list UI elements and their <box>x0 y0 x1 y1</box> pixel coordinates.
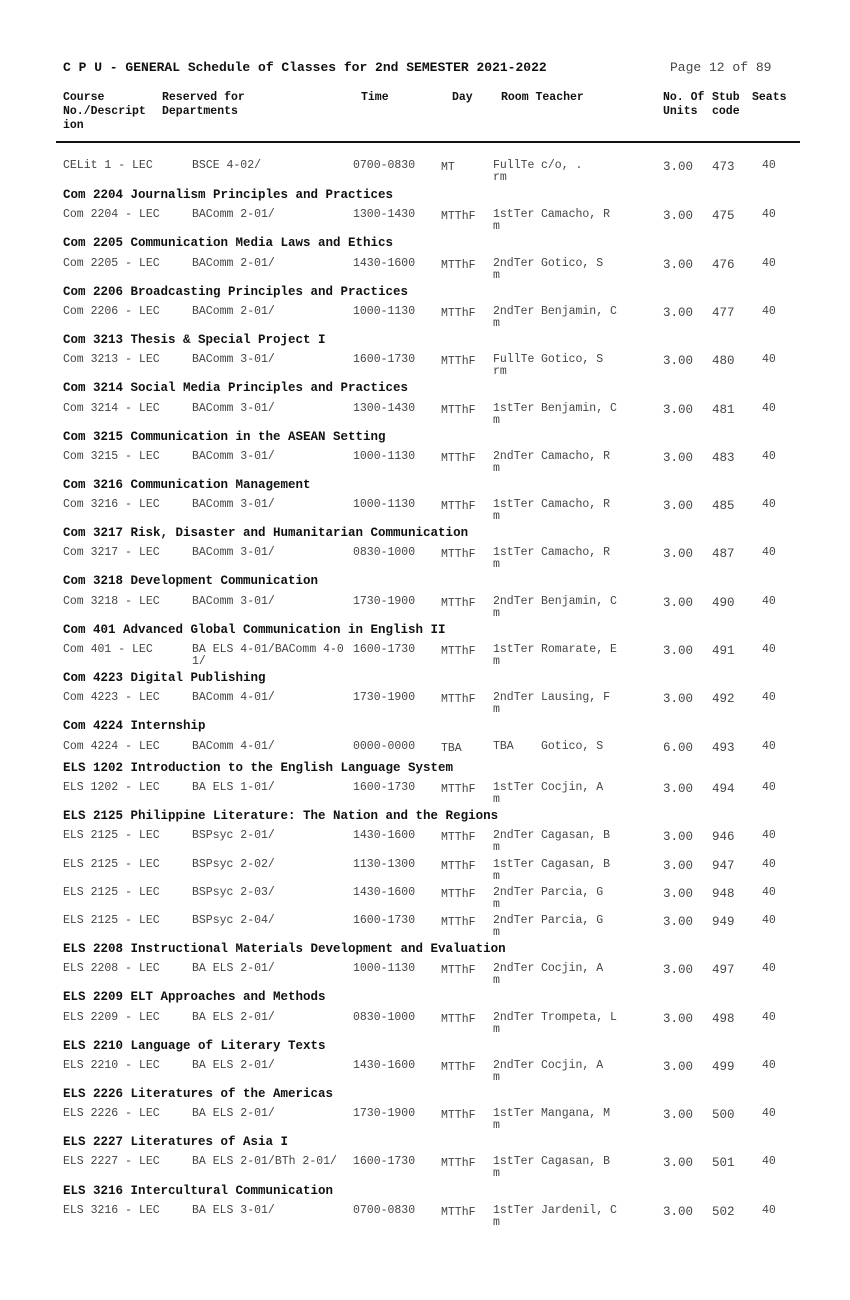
teacher-name: Camacho, R <box>541 450 611 463</box>
stub-code: 477 <box>712 306 735 320</box>
column-header-course: Course No./Descript ion <box>63 91 146 132</box>
course-code: Com 3214 - LEC <box>63 402 160 415</box>
units-value: 3.00 <box>663 644 694 658</box>
teacher-name: Cocjin, A <box>541 962 604 975</box>
column-header-room-teacher: Room Teacher <box>501 91 584 104</box>
seats-count: 40 <box>762 691 776 704</box>
course-code: Com 3215 - LEC <box>63 450 160 463</box>
class-time: 1600-1730 <box>353 353 416 366</box>
course-code: Com 4223 - LEC <box>63 691 160 704</box>
seats-count: 40 <box>762 886 776 899</box>
teacher-name: Gotico, S <box>541 257 604 270</box>
class-day: MTThF <box>441 548 476 561</box>
column-header-time: Time <box>361 91 389 104</box>
units-value: 3.00 <box>663 859 694 873</box>
units-value: 3.00 <box>663 403 694 417</box>
class-day: MTThF <box>441 355 476 368</box>
class-day: MTThF <box>441 693 476 706</box>
course-code: Com 2206 - LEC <box>63 305 160 318</box>
units-value: 3.00 <box>663 1060 694 1074</box>
class-day: MTThF <box>441 452 476 465</box>
course-code: ELS 2125 - LEC <box>63 914 160 927</box>
course-code: ELS 2209 - LEC <box>63 1011 160 1024</box>
class-time: 0700-0830 <box>353 159 416 172</box>
course-code: Com 3213 - LEC <box>63 353 160 366</box>
class-room: 2ndTerm <box>493 1011 535 1036</box>
units-value: 3.00 <box>663 782 694 796</box>
reserved-departments: BAComm 3-01/ <box>192 353 275 366</box>
course-title: ELS 2208 Instructional Materials Development and Evaluation <box>63 942 506 956</box>
course-title: ELS 2210 Language of Literary Texts <box>63 1039 326 1053</box>
course-code: Com 401 - LEC <box>63 643 153 656</box>
reserved-departments: BA ELS 3-01/ <box>192 1204 275 1217</box>
class-day: MT <box>441 161 455 174</box>
units-value: 3.00 <box>663 887 694 901</box>
course-title: Com 401 Advanced Global Communication in English II <box>63 623 446 637</box>
stub-code: 491 <box>712 644 735 658</box>
class-time: 1430-1600 <box>353 829 416 842</box>
teacher-name: Benjamin, C <box>541 402 617 415</box>
teacher-name: Camacho, R <box>541 208 611 221</box>
class-day: MTThF <box>441 210 476 223</box>
course-code: Com 2204 - LEC <box>63 208 160 221</box>
reserved-departments: BAComm 4-01/ <box>192 691 275 704</box>
course-title: ELS 2227 Literatures of Asia I <box>63 1135 289 1149</box>
class-time: 1300-1430 <box>353 402 416 415</box>
reserved-departments: BSPsyc 2-04/ <box>192 914 275 927</box>
course-code: ELS 2227 - LEC <box>63 1155 160 1168</box>
seats-count: 40 <box>762 1011 776 1024</box>
units-value: 3.00 <box>663 258 694 272</box>
class-time: 1600-1730 <box>353 643 416 656</box>
class-day: MTThF <box>441 1157 476 1170</box>
page-number: Page 12 of 89 <box>670 60 772 75</box>
units-value: 3.00 <box>663 1156 694 1170</box>
course-title: ELS 2125 Philippine Literature: The Nation and the Regions <box>63 809 499 823</box>
class-time: 0700-0830 <box>353 1204 416 1217</box>
course-title: Com 3214 Social Media Principles and Practices <box>63 381 409 395</box>
reserved-departments: BAComm 2-01/ <box>192 257 275 270</box>
units-value: 6.00 <box>663 741 694 755</box>
stub-code: 493 <box>712 741 735 755</box>
class-time: 1600-1730 <box>353 914 416 927</box>
course-title: ELS 1202 Introduction to the English Language System <box>63 761 454 775</box>
course-title: Com 3218 Development Communication <box>63 574 319 588</box>
column-header-seats: Seats <box>752 91 787 104</box>
course-title: Com 2206 Broadcasting Principles and Practices <box>63 285 409 299</box>
class-room: 2ndTerm <box>493 1059 535 1084</box>
stub-code: 487 <box>712 547 735 561</box>
seats-count: 40 <box>762 1107 776 1120</box>
class-room: 1stTerm <box>493 402 535 427</box>
class-day: TBA <box>441 742 462 755</box>
seats-count: 40 <box>762 353 776 366</box>
stub-code: 480 <box>712 354 735 368</box>
course-code: Com 2205 - LEC <box>63 257 160 270</box>
seats-count: 40 <box>762 1204 776 1217</box>
units-value: 3.00 <box>663 547 694 561</box>
class-day: MTThF <box>441 1206 476 1219</box>
reserved-departments: BA ELS 2-01/ <box>192 1059 275 1072</box>
teacher-name: Romarate, E <box>541 643 617 656</box>
seats-count: 40 <box>762 208 776 221</box>
reserved-departments: BAComm 4-01/ <box>192 740 275 753</box>
class-room: 1stTerm <box>493 1155 535 1180</box>
class-room: TBA <box>493 740 514 753</box>
seats-count: 40 <box>762 962 776 975</box>
reserved-departments: BA ELS 4-01/BAComm 4-01/ <box>192 643 344 668</box>
class-room: FullTerm <box>493 159 535 184</box>
class-time: 1430-1600 <box>353 886 416 899</box>
course-title: Com 3216 Communication Management <box>63 478 311 492</box>
class-time: 1000-1130 <box>353 498 416 511</box>
teacher-name: Cocjin, A <box>541 1059 604 1072</box>
course-code: Com 3218 - LEC <box>63 595 160 608</box>
reserved-departments: BA ELS 2-01/ <box>192 1107 275 1120</box>
page-title: C P U - GENERAL Schedule of Classes for 2nd SEMESTER 2021-2022 <box>63 60 547 75</box>
class-day: MTThF <box>441 783 476 796</box>
class-day: MTThF <box>441 259 476 272</box>
teacher-name: Camacho, R <box>541 546 611 559</box>
class-time: 1000-1130 <box>353 305 416 318</box>
seats-count: 40 <box>762 914 776 927</box>
class-room: 2ndTerm <box>493 829 535 854</box>
class-room: 1stTerm <box>493 546 535 571</box>
class-time: 1130-1300 <box>353 858 416 871</box>
stub-code: 475 <box>712 209 735 223</box>
stub-code: 485 <box>712 499 735 513</box>
course-title: Com 2204 Journalism Principles and Practices <box>63 188 394 202</box>
course-title: Com 4224 Internship <box>63 719 206 733</box>
units-value: 3.00 <box>663 1108 694 1122</box>
teacher-name: Trompeta, L <box>541 1011 617 1024</box>
course-title: Com 3213 Thesis & Special Project I <box>63 333 326 347</box>
stub-code: 492 <box>712 692 735 706</box>
teacher-name: Mangana, M <box>541 1107 611 1120</box>
column-header-units: No. Of Units <box>663 91 705 118</box>
seats-count: 40 <box>762 305 776 318</box>
reserved-departments: BSPsyc 2-01/ <box>192 829 275 842</box>
teacher-name: Lausing, F <box>541 691 611 704</box>
seats-count: 40 <box>762 1155 776 1168</box>
units-value: 3.00 <box>663 963 694 977</box>
column-header-day: Day <box>452 91 473 104</box>
stub-code: 947 <box>712 859 735 873</box>
course-code: ELS 2125 - LEC <box>63 858 160 871</box>
seats-count: 40 <box>762 498 776 511</box>
course-code: ELS 2226 - LEC <box>63 1107 160 1120</box>
class-room: 2ndTerm <box>493 305 535 330</box>
course-code: ELS 2208 - LEC <box>63 962 160 975</box>
class-time: 1730-1900 <box>353 595 416 608</box>
units-value: 3.00 <box>663 692 694 706</box>
course-code: ELS 2210 - LEC <box>63 1059 160 1072</box>
class-time: 0000-0000 <box>353 740 416 753</box>
class-time: 1600-1730 <box>353 1155 416 1168</box>
stub-code: 483 <box>712 451 735 465</box>
units-value: 3.00 <box>663 1012 694 1026</box>
class-room: 1stTerm <box>493 1204 535 1229</box>
class-room: 2ndTerm <box>493 257 535 282</box>
seats-count: 40 <box>762 595 776 608</box>
stub-code: 494 <box>712 782 735 796</box>
class-day: MTThF <box>441 404 476 417</box>
course-title: ELS 2209 ELT Approaches and Methods <box>63 990 326 1004</box>
course-code: ELS 2125 - LEC <box>63 829 160 842</box>
class-room: 2ndTerm <box>493 962 535 987</box>
class-room: 2ndTerm <box>493 595 535 620</box>
column-header-reserved: Reserved for Departments <box>162 91 245 118</box>
class-time: 0830-1000 <box>353 546 416 559</box>
reserved-departments: BA ELS 2-01/BTh 2-01/ <box>192 1155 337 1168</box>
reserved-departments: BAComm 3-01/ <box>192 595 275 608</box>
units-value: 3.00 <box>663 915 694 929</box>
reserved-departments: BAComm 3-01/ <box>192 450 275 463</box>
class-time: 1730-1900 <box>353 691 416 704</box>
class-day: MTThF <box>441 500 476 513</box>
class-time: 0830-1000 <box>353 1011 416 1024</box>
reserved-departments: BAComm 3-01/ <box>192 498 275 511</box>
reserved-departments: BA ELS 2-01/ <box>192 1011 275 1024</box>
course-code: ELS 2125 - LEC <box>63 886 160 899</box>
class-day: MTThF <box>441 860 476 873</box>
teacher-name: Benjamin, C <box>541 305 617 318</box>
teacher-name: c/o, . <box>541 159 583 172</box>
class-day: MTThF <box>441 964 476 977</box>
reserved-departments: BSCE 4-02/ <box>192 159 262 172</box>
teacher-name: Gotico, S <box>541 353 604 366</box>
stub-code: 948 <box>712 887 735 901</box>
header-divider <box>56 141 800 143</box>
course-code: ELS 1202 - LEC <box>63 781 160 794</box>
seats-count: 40 <box>762 257 776 270</box>
seats-count: 40 <box>762 781 776 794</box>
teacher-name: Benjamin, C <box>541 595 617 608</box>
units-value: 3.00 <box>663 499 694 513</box>
teacher-name: Jardenil, C <box>541 1204 617 1217</box>
class-time: 1430-1600 <box>353 257 416 270</box>
class-day: MTThF <box>441 597 476 610</box>
teacher-name: Cagasan, B <box>541 829 611 842</box>
reserved-departments: BSPsyc 2-02/ <box>192 858 275 871</box>
class-room: 2ndTerm <box>493 691 535 716</box>
class-time: 1000-1130 <box>353 962 416 975</box>
class-room: 2ndTerm <box>493 914 535 939</box>
stub-code: 499 <box>712 1060 735 1074</box>
course-title: Com 3217 Risk, Disaster and Humanitarian Communication <box>63 526 469 540</box>
teacher-name: Parcia, G <box>541 914 604 927</box>
class-room: FullTerm <box>493 353 535 378</box>
class-day: MTThF <box>441 1061 476 1074</box>
teacher-name: Cagasan, B <box>541 1155 611 1168</box>
class-room: 1stTerm <box>493 781 535 806</box>
class-day: MTThF <box>441 1109 476 1122</box>
stub-code: 949 <box>712 915 735 929</box>
class-room: 1stTerm <box>493 643 535 668</box>
teacher-name: Parcia, G <box>541 886 604 899</box>
units-value: 3.00 <box>663 306 694 320</box>
stub-code: 497 <box>712 963 735 977</box>
stub-code: 501 <box>712 1156 735 1170</box>
stub-code: 481 <box>712 403 735 417</box>
units-value: 3.00 <box>663 160 694 174</box>
course-code: ELS 3216 - LEC <box>63 1204 160 1217</box>
course-title: ELS 2226 Literatures of the Americas <box>63 1087 334 1101</box>
class-day: MTThF <box>441 307 476 320</box>
seats-count: 40 <box>762 643 776 656</box>
seats-count: 40 <box>762 546 776 559</box>
class-room: 2ndTerm <box>493 450 535 475</box>
teacher-name: Cocjin, A <box>541 781 604 794</box>
seats-count: 40 <box>762 450 776 463</box>
class-room: 2ndTerm <box>493 886 535 911</box>
course-title: ELS 3216 Intercultural Communication <box>63 1184 334 1198</box>
stub-code: 490 <box>712 596 735 610</box>
stub-code: 476 <box>712 258 735 272</box>
class-room: 1stTerm <box>493 1107 535 1132</box>
class-time: 1300-1430 <box>353 208 416 221</box>
seats-count: 40 <box>762 402 776 415</box>
class-time: 1430-1600 <box>353 1059 416 1072</box>
class-time: 1730-1900 <box>353 1107 416 1120</box>
course-code: Com 3217 - LEC <box>63 546 160 559</box>
units-value: 3.00 <box>663 354 694 368</box>
reserved-departments: BAComm 2-01/ <box>192 208 275 221</box>
course-code: CELit 1 - LEC <box>63 159 153 172</box>
teacher-name: Gotico, S <box>541 740 604 753</box>
class-day: MTThF <box>441 916 476 929</box>
class-day: MTThF <box>441 888 476 901</box>
class-day: MTThF <box>441 831 476 844</box>
course-title: Com 2205 Communication Media Laws and Ethics <box>63 236 394 250</box>
units-value: 3.00 <box>663 451 694 465</box>
stub-code: 502 <box>712 1205 735 1219</box>
reserved-departments: BAComm 3-01/ <box>192 546 275 559</box>
units-value: 3.00 <box>663 209 694 223</box>
reserved-departments: BA ELS 2-01/ <box>192 962 275 975</box>
units-value: 3.00 <box>663 830 694 844</box>
class-time: 1000-1130 <box>353 450 416 463</box>
stub-code: 500 <box>712 1108 735 1122</box>
reserved-departments: BA ELS 1-01/ <box>192 781 275 794</box>
teacher-name: Cagasan, B <box>541 858 611 871</box>
teacher-name: Camacho, R <box>541 498 611 511</box>
class-time: 1600-1730 <box>353 781 416 794</box>
units-value: 3.00 <box>663 1205 694 1219</box>
class-day: MTThF <box>441 645 476 658</box>
class-room: 1stTerm <box>493 498 535 523</box>
course-code: Com 3216 - LEC <box>63 498 160 511</box>
reserved-departments: BSPsyc 2-03/ <box>192 886 275 899</box>
course-code: Com 4224 - LEC <box>63 740 160 753</box>
seats-count: 40 <box>762 829 776 842</box>
column-header-stub: Stub code <box>712 91 740 118</box>
reserved-departments: BAComm 3-01/ <box>192 402 275 415</box>
stub-code: 498 <box>712 1012 735 1026</box>
seats-count: 40 <box>762 159 776 172</box>
class-room: 1stTerm <box>493 858 535 883</box>
reserved-departments: BAComm 2-01/ <box>192 305 275 318</box>
stub-code: 473 <box>712 160 735 174</box>
class-day: MTThF <box>441 1013 476 1026</box>
seats-count: 40 <box>762 1059 776 1072</box>
course-title: Com 3215 Communication in the ASEAN Setting <box>63 430 386 444</box>
seats-count: 40 <box>762 740 776 753</box>
units-value: 3.00 <box>663 596 694 610</box>
stub-code: 946 <box>712 830 735 844</box>
class-room: 1stTerm <box>493 208 535 233</box>
course-title: Com 4223 Digital Publishing <box>63 671 266 685</box>
seats-count: 40 <box>762 858 776 871</box>
